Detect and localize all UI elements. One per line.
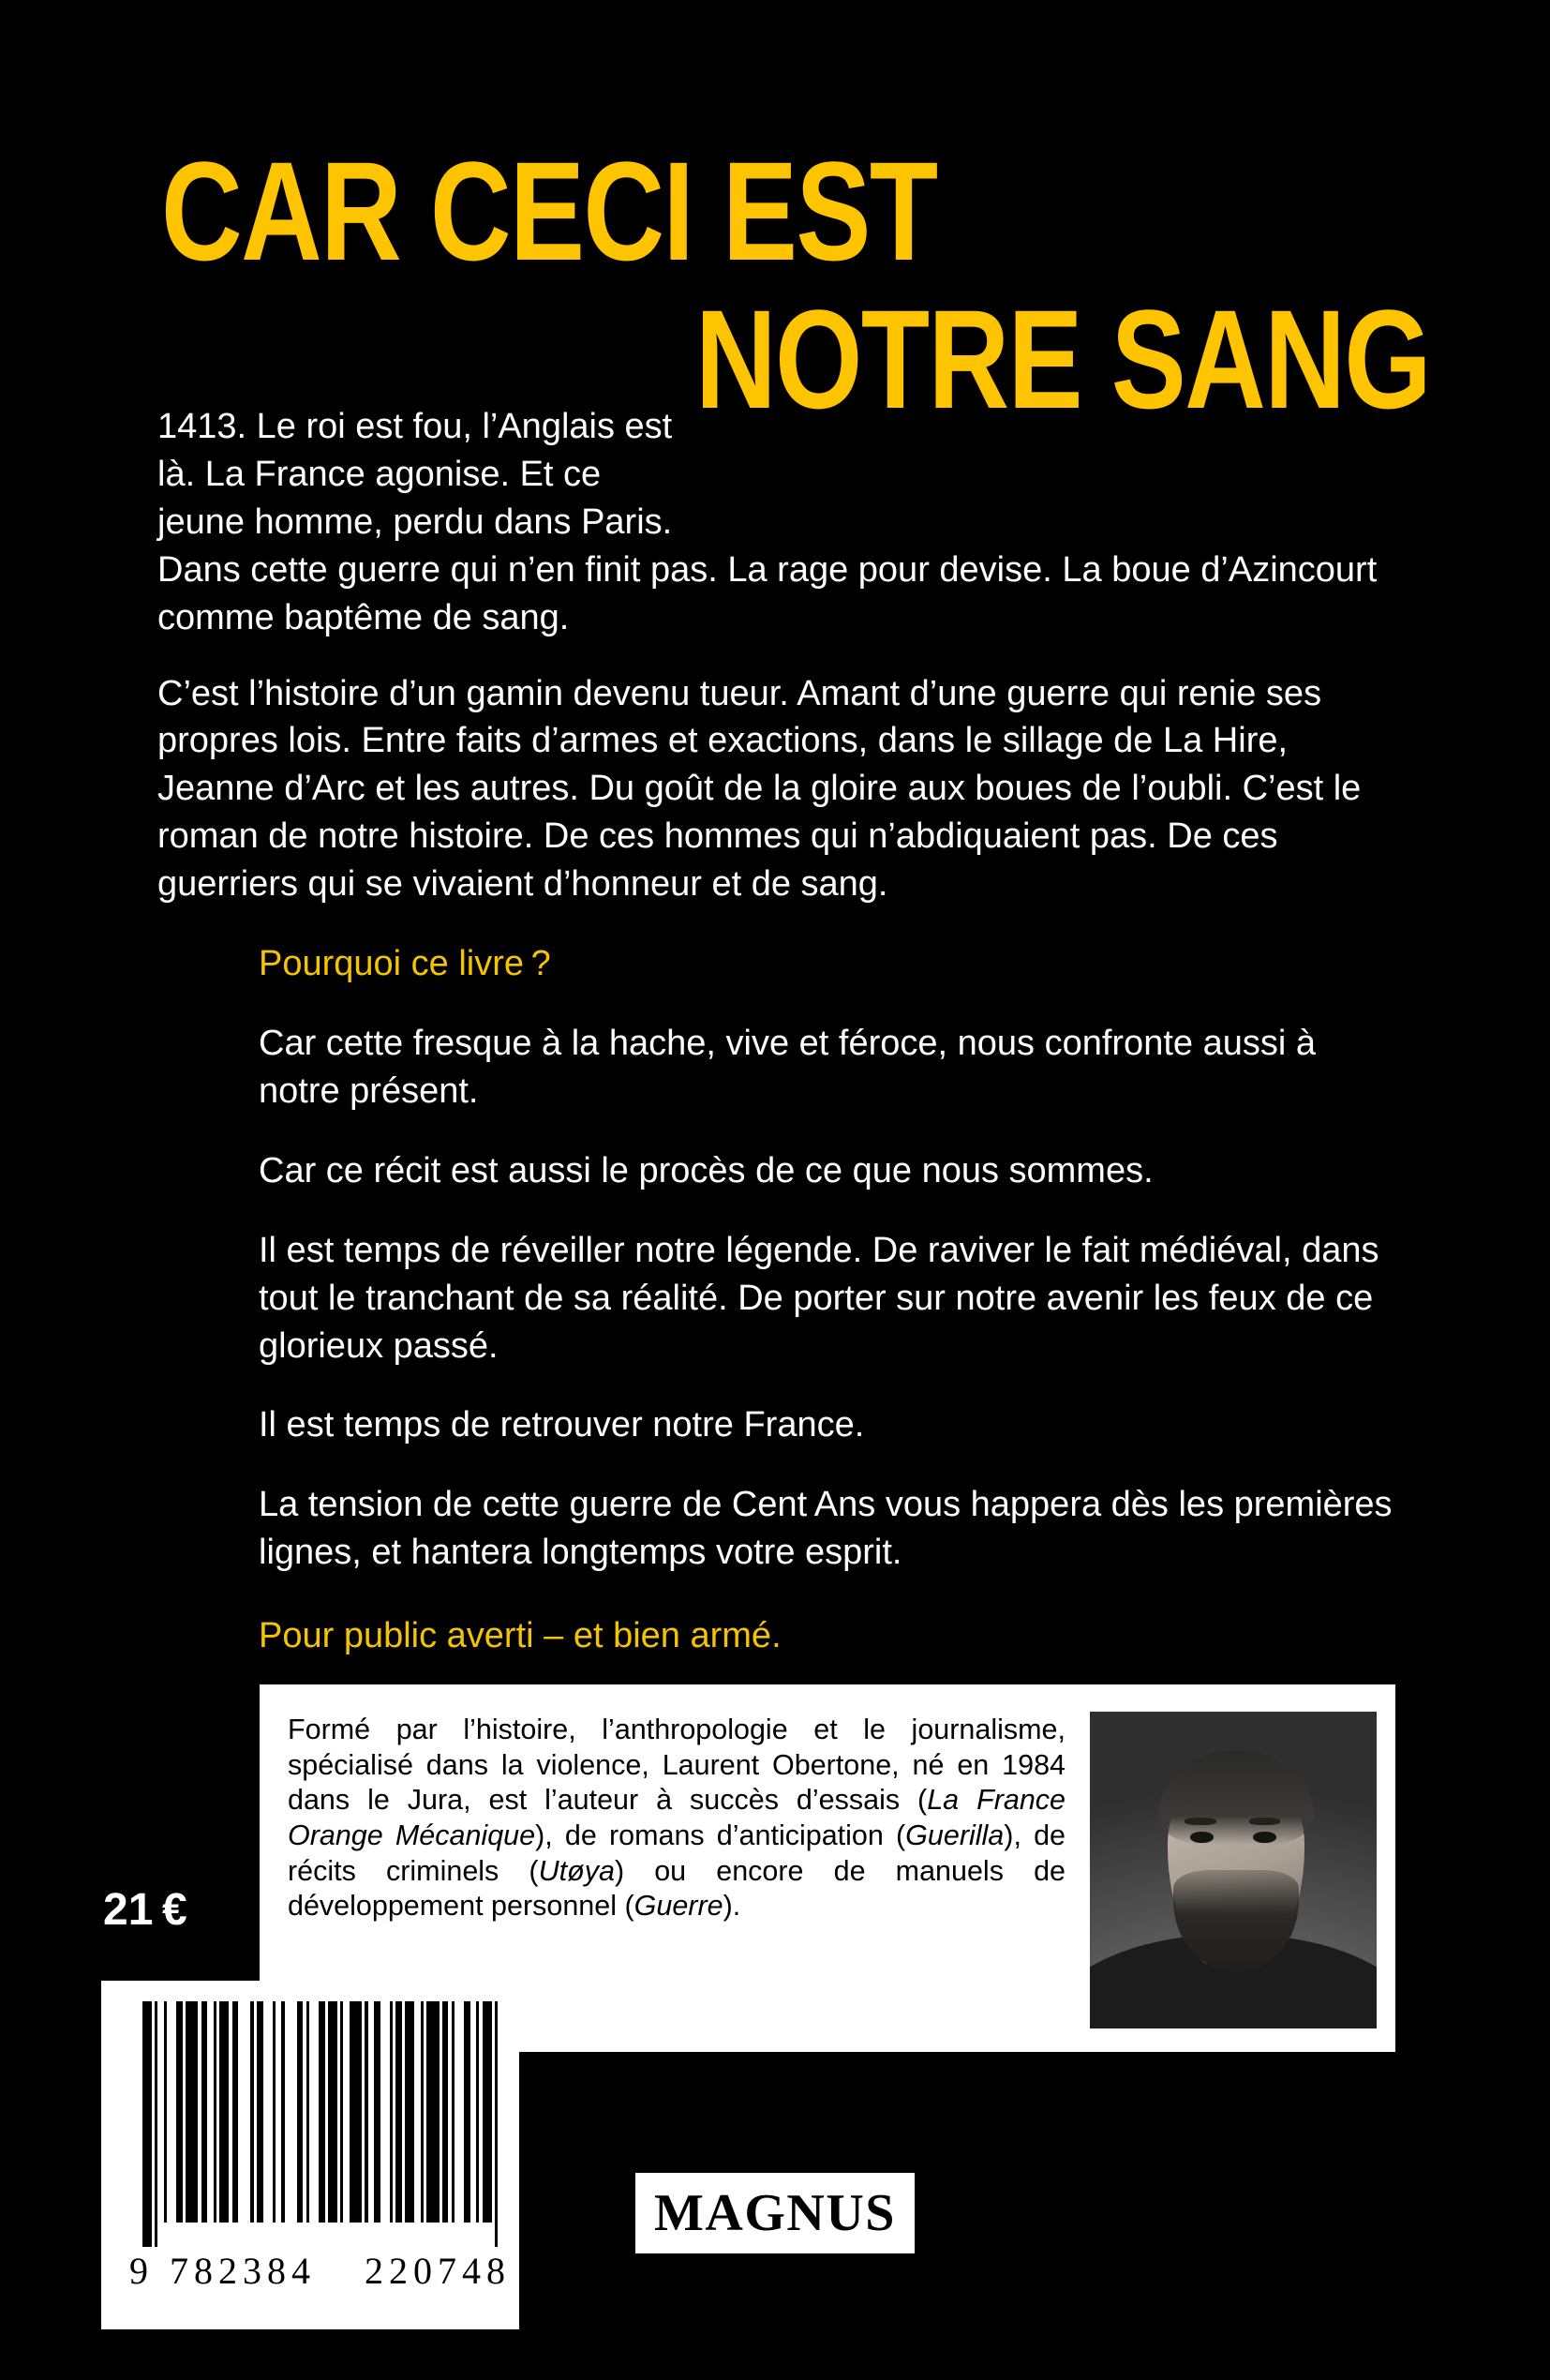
bio-part-5: ). <box>723 1890 741 1923</box>
why-paragraph-5: La tension de cette guerre de Cent Ans vous happera dès les premières lignes, et hantera longtemps votre esprit. <box>259 1485 1393 1573</box>
barcode-bar <box>263 2001 273 2223</box>
why-paragraph-3: Il est temps de réveiller notre légende. De raviver le fait médiéval, dans tout le tranchant de sa réalité. De porter sur notre avenir les feux de ce glorieux passé. <box>259 1230 1379 1366</box>
barcode-bars <box>116 2001 504 2247</box>
barcode-bar <box>470 2001 477 2223</box>
book-title-guerilla: Guerilla <box>905 1819 1005 1851</box>
barcode-bar <box>319 2001 325 2223</box>
bio-part-4: ) ou encore de manuels de développement personnel ( <box>288 1854 1066 1923</box>
barcode-bar <box>426 2001 439 2223</box>
title-wrap-spacer <box>692 403 1404 499</box>
why-paragraph-1: Car cette fresque à la hache, vive et féroce, nous confronte aussi à notre présent. <box>259 1023 1316 1111</box>
blurb-synopsis-paragraph: C’est l’histoire d’un gamin devenu tueur. Amant d’une guerre qui renie ses propres lois. Entre faits d’armes et exactions, dans le sillage de La Hire, Jeanne d’Arc et les autres. Du goût de la gloire aux boues de l’oubli. C’est le roman de notre histoire. De ces hommes qui n’abdiquaient pas. De ces guerriers qui se vivaient d’honneur et de sang. <box>157 673 1362 905</box>
barcode-bar <box>483 2001 492 2223</box>
bio-part-2: ), de romans d’anticipation ( <box>535 1819 906 1851</box>
barcode-bar <box>455 2001 464 2223</box>
barcode-bar <box>176 2001 183 2223</box>
barcode-bar <box>167 2001 176 2223</box>
book-title-guerre: Guerre <box>633 1890 723 1923</box>
barcode-bar <box>232 2001 239 2223</box>
bio-part-1: Formé par l’histoire, l’anthropologie et le journalisme, spécialisé dans la violence, Laurent Obertone, né en 1984 dans le Jura, est l’auteur à succès d’essais ( <box>288 1714 1066 1817</box>
blurb-text-block <box>157 403 1404 1660</box>
portrait-eyebrow-right <box>1249 1818 1281 1824</box>
barcode-bar <box>405 2001 414 2223</box>
author-bio-text <box>288 1709 1090 1924</box>
barcode-bar <box>350 2001 362 2223</box>
barcode-bar <box>238 2001 250 2223</box>
barcode-bar <box>257 2001 263 2223</box>
publisher-name: MAGNUS <box>654 2184 896 2242</box>
barcode-bar <box>442 2001 449 2223</box>
barcode-bar <box>297 2001 304 2223</box>
barcode-bar <box>201 2001 208 2223</box>
barcode-bar <box>142 2001 152 2247</box>
barcode-bar <box>380 2001 390 2223</box>
isbn-group-1: 782384 <box>170 2250 316 2292</box>
why-paragraph-2: Car ce récit est aussi le procès de ce que nous sommes. <box>259 1150 1154 1190</box>
barcode-bar <box>157 2001 164 2223</box>
isbn-lead-digit: 9 <box>129 2250 149 2292</box>
barcode-bar <box>186 2001 198 2223</box>
barcode-bar <box>309 2001 319 2223</box>
barcode-bar <box>464 2001 470 2223</box>
barcode-bar <box>207 2001 214 2223</box>
why-closing-line: Pour public averti – et bien armé. <box>259 1616 782 1656</box>
portrait-eye-right <box>1253 1832 1275 1842</box>
why-this-book-block <box>259 940 1404 1660</box>
barcode-bar <box>343 2001 350 2223</box>
book-title-la-france-orange-mecanique: La France Orange Mécanique <box>288 1784 1066 1851</box>
title-line-1: CAR CECI EST <box>161 132 937 290</box>
barcode-bar <box>219 2001 229 2223</box>
publisher-logo <box>635 2173 915 2253</box>
barcode-bar <box>498 2001 504 2247</box>
barcode-bar <box>328 2001 337 2223</box>
barcode-bar <box>374 2001 380 2223</box>
barcode-bar <box>368 2001 375 2223</box>
price-label: 21 € <box>103 1885 187 1935</box>
barcode-bar <box>395 2001 402 2223</box>
isbn-digits <box>116 2249 511 2293</box>
blurb-intro-paragraph <box>157 403 1404 642</box>
barcode-bar <box>276 2001 282 2223</box>
barcode-bar <box>414 2001 421 2223</box>
why-heading: Pourquoi ce livre ? <box>259 944 551 984</box>
title-line-2: NOTRE SANG <box>695 280 1431 438</box>
why-paragraph-4: Il est temps de retrouver notre France. <box>259 1405 865 1445</box>
author-portrait-photo <box>1090 1712 1377 2028</box>
blurb-intro-text: 1413. Le roi est fou, l’Anglais est là. La France agonise. Et ce jeune homme, perdu dans Paris. Dans cette guerre qui n’en finit pas. La rage pour devise. La boue d’Azincourt comme baptême de sang. <box>157 407 1378 637</box>
barcode-bar <box>285 2001 297 2223</box>
portrait-eyebrow-left <box>1185 1818 1216 1824</box>
book-title-utoya: Utøya <box>538 1854 615 1887</box>
isbn-group-2: 220748 <box>365 2250 511 2292</box>
isbn-barcode-box <box>101 1981 519 2329</box>
portrait-eye-left <box>1190 1832 1213 1842</box>
bio-part-3: ), de récits criminels ( <box>288 1819 1066 1887</box>
